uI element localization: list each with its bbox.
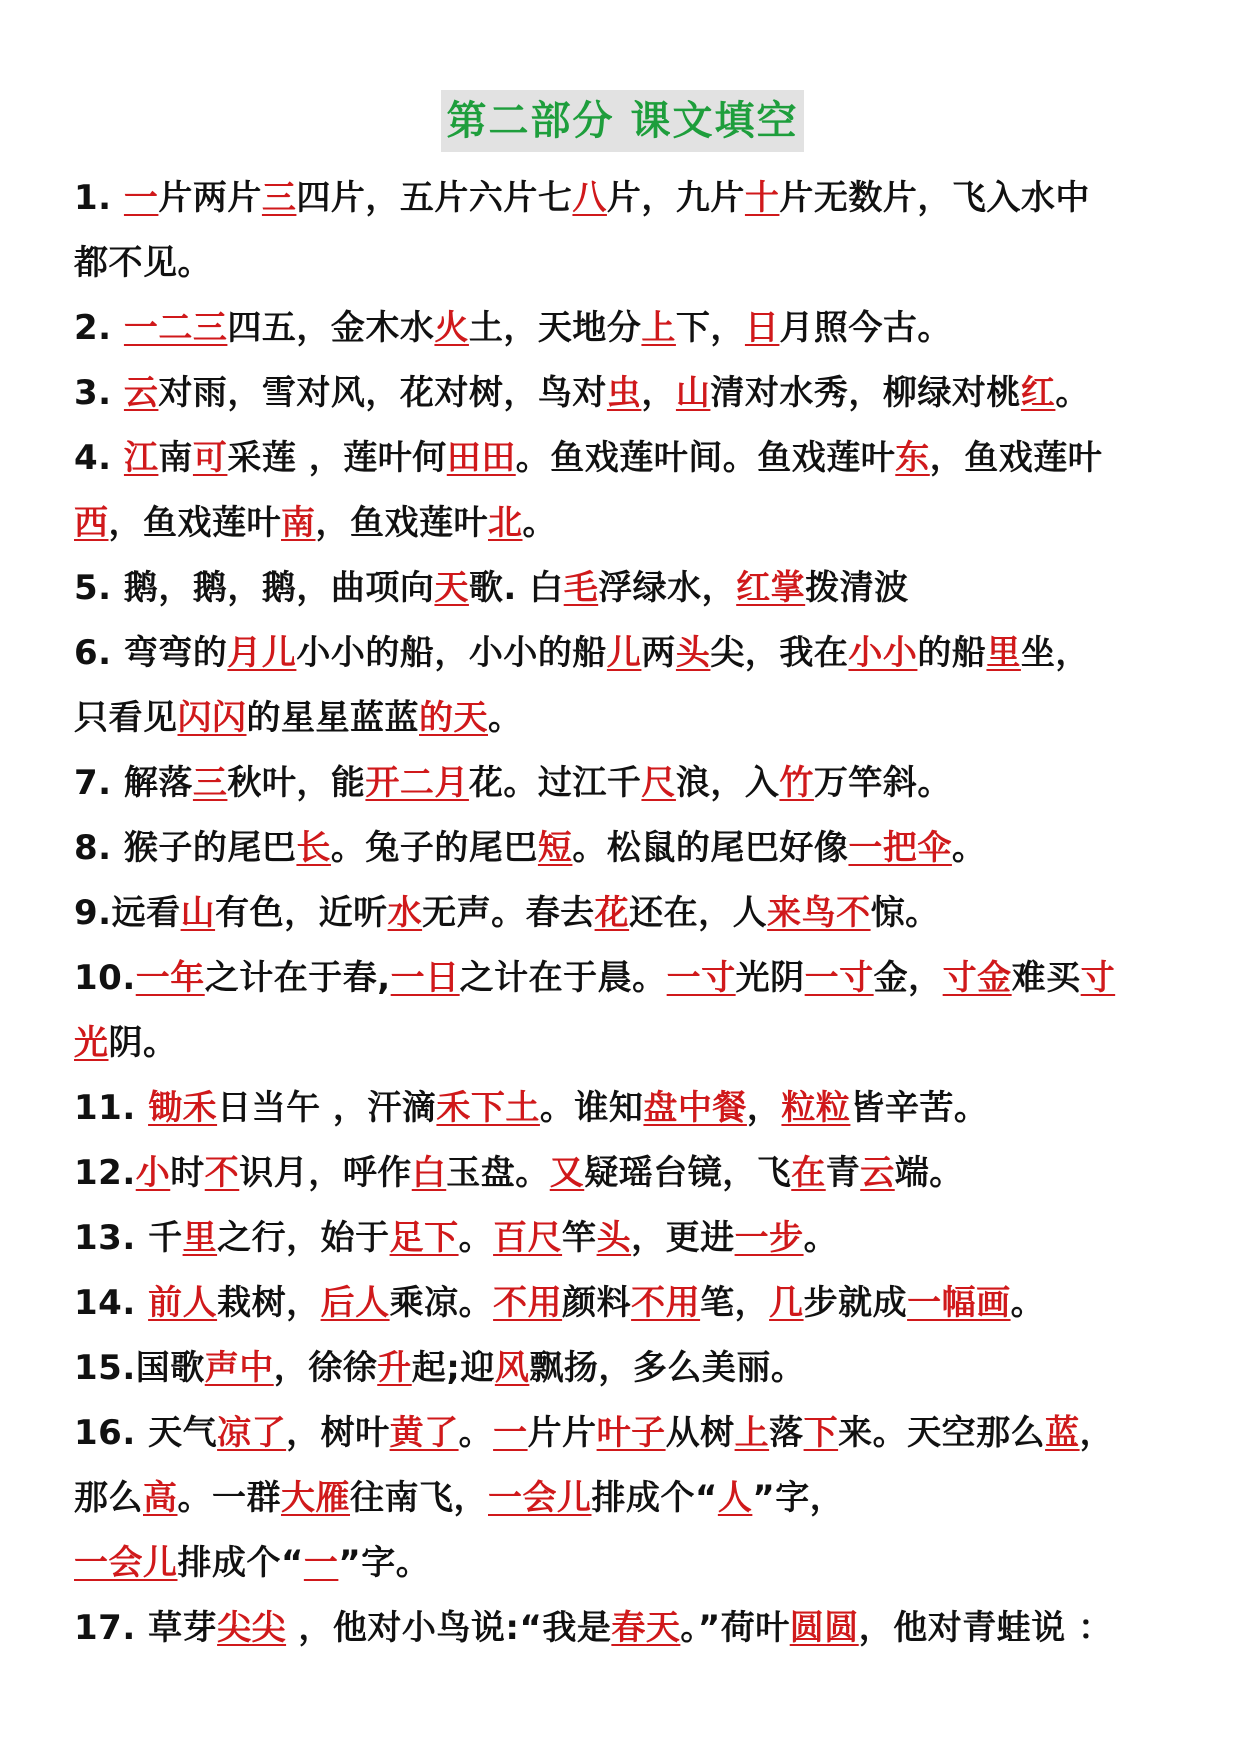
prompt-text: 只看见 (74, 698, 178, 738)
answer-text: 百尺 (493, 1218, 563, 1258)
prompt-text: ，他对小鸟说:“我是 (286, 1608, 612, 1648)
prompt-text: 。松鼠的尾巴好像 (572, 828, 849, 868)
answer-text: 一日 (390, 958, 460, 998)
answer-text: 凉了 (217, 1413, 287, 1453)
answer-text: 一二三 (123, 308, 228, 348)
prompt-text: 。鱼戏莲叶间。鱼戏莲叶 (515, 438, 896, 478)
answer-text: 下 (803, 1413, 839, 1453)
answer-text: 盘中餐 (643, 1088, 747, 1128)
text-line (74, 816, 1171, 881)
prompt-text: 5. 鹅，鹅，鹅，曲项向 (74, 568, 435, 608)
prompt-text: 。一群 (177, 1478, 281, 1518)
text-line (74, 556, 1171, 621)
answer-text: 一幅画 (907, 1283, 1011, 1323)
prompt-text: 采莲 ，莲叶何 (227, 438, 447, 478)
answer-text: 云 (123, 373, 159, 413)
prompt-text: 14. (74, 1283, 149, 1323)
prompt-text: ”字， (752, 1478, 845, 1518)
prompt-text: 浮绿水， (598, 568, 737, 608)
prompt-text: 飘扬，多么美丽。 (529, 1348, 806, 1388)
answer-text: 北 (488, 503, 523, 543)
answer-text: 毛 (563, 568, 599, 608)
answer-text: 可 (192, 438, 228, 478)
prompt-text: 清对水秀，柳绿对桃 (710, 373, 1021, 413)
prompt-text: 。 (488, 698, 523, 738)
prompt-text: 排成个“ (177, 1543, 304, 1583)
text-line (74, 1401, 1171, 1466)
prompt-text: 12. (74, 1153, 136, 1193)
prompt-text: ，树叶 (286, 1413, 390, 1453)
text-line (74, 946, 1171, 1011)
prompt-text: 四片，五片六片七 (296, 178, 573, 218)
answer-text: 一步 (734, 1218, 804, 1258)
text-line (74, 1596, 1171, 1661)
answer-text: 一会儿 (74, 1543, 178, 1583)
prompt-text: 。 (1055, 373, 1090, 413)
prompt-text: 颜料 (562, 1283, 632, 1323)
text-line (74, 491, 1171, 556)
answer-text: 足下 (389, 1218, 459, 1258)
prompt-text: 时 (170, 1153, 205, 1193)
answer-text: 一会儿 (488, 1478, 592, 1518)
answer-text: 头 (596, 1218, 632, 1258)
text-line (74, 1076, 1171, 1141)
prompt-text: 都不见。 (74, 243, 212, 283)
prompt-text: 11. (74, 1088, 149, 1128)
text-line (74, 621, 1171, 686)
answer-text: 又 (549, 1153, 585, 1193)
prompt-text: 落 (769, 1413, 804, 1453)
prompt-text: 有色，近听 (215, 893, 388, 933)
answer-text: 红掌 (736, 568, 806, 608)
answer-text: 头 (675, 633, 711, 673)
prompt-text: 起;迎 (411, 1348, 495, 1388)
answer-text: 天 (434, 568, 469, 608)
prompt-text: 两 (641, 633, 676, 673)
answer-text: 粒粒 (781, 1088, 851, 1128)
prompt-text: 花。过江千 (468, 763, 642, 803)
prompt-text: 月照今古。 (779, 308, 952, 348)
answer-text: 红 (1020, 373, 1056, 413)
prompt-text: 步就成 (803, 1283, 908, 1323)
answer-text: 一寸 (666, 958, 736, 998)
prompt-text: 的星星蓝蓝 (246, 698, 419, 738)
page-title: 第二部分 课文填空 (441, 90, 805, 152)
prompt-text: 来。天空那么 (838, 1413, 1046, 1453)
prompt-text: 玉盘。 (446, 1153, 550, 1193)
prompt-text: 万竿斜。 (813, 763, 952, 803)
prompt-text: 之行，始于 (217, 1218, 390, 1258)
prompt-text: 。 (1010, 1283, 1046, 1323)
prompt-text: 。 (951, 828, 987, 868)
prompt-text: 光阴 (735, 958, 805, 998)
text-line (74, 1466, 1171, 1531)
text-line (74, 1206, 1171, 1271)
text-line (74, 1141, 1171, 1206)
answer-text: 日 (744, 308, 780, 348)
prompt-text: 秋叶，能 (227, 763, 366, 803)
answer-text: 月儿 (227, 633, 297, 673)
answer-text: 锄禾 (148, 1088, 218, 1128)
prompt-text: 之计在于晨。 (459, 958, 667, 998)
prompt-text: 栽树， (217, 1283, 321, 1323)
text-line (74, 231, 1171, 296)
prompt-text: ， (746, 1088, 782, 1128)
prompt-text: ”字。 (338, 1543, 431, 1583)
answer-text: 春天 (611, 1608, 681, 1648)
prompt-text: 片无数片，飞入水中 (779, 178, 1090, 218)
prompt-text: ，徐徐 (273, 1348, 378, 1388)
prompt-text: 从树 (665, 1413, 735, 1453)
answer-text: 江 (123, 438, 159, 478)
prompt-text: 6. 弯弯的 (74, 633, 228, 673)
fill-in-lines (74, 166, 1171, 1661)
text-line (74, 426, 1171, 491)
answer-text: 一寸 (804, 958, 874, 998)
answer-text: 短 (537, 828, 573, 868)
answer-text: 虫 (606, 373, 642, 413)
answer-text: 一把伞 (848, 828, 952, 868)
answer-text: 里 (986, 633, 1021, 673)
answer-text: 黄了 (389, 1413, 459, 1453)
prompt-text: 四五，金木水 (227, 308, 435, 348)
prompt-text: 往南飞， (350, 1478, 488, 1518)
answer-text: 火 (434, 308, 469, 348)
prompt-text: 无声。春去 (422, 893, 595, 933)
prompt-text: 片，九片 (606, 178, 745, 218)
prompt-text: ，鱼戏莲叶 (108, 503, 281, 543)
answer-text: 山 (675, 373, 711, 413)
prompt-text: 竿 (562, 1218, 597, 1258)
prompt-text: 16. 天气 (74, 1413, 218, 1453)
answer-text: 声中 (204, 1348, 274, 1388)
answer-text: 三 (261, 178, 297, 218)
prompt-text: 乘凉。 (389, 1283, 494, 1323)
text-line (74, 1011, 1171, 1076)
text-line (74, 166, 1171, 231)
prompt-text: 难买 (1011, 958, 1081, 998)
prompt-text: 。兔子的尾巴 (330, 828, 538, 868)
prompt-text: 尖，我在 (710, 633, 849, 673)
prompt-text: 。 (458, 1413, 494, 1453)
answer-text: 白 (411, 1153, 447, 1193)
answer-text: 尺 (641, 763, 676, 803)
answer-text: 大雁 (281, 1478, 350, 1518)
prompt-text: 还在，人 (629, 893, 768, 933)
prompt-text: 下， (675, 308, 745, 348)
prompt-text: 那么 (74, 1478, 143, 1518)
answer-text: 一 (123, 178, 159, 218)
answer-text: 八 (572, 178, 607, 218)
prompt-text: 4. (74, 438, 124, 478)
prompt-text: 。 (458, 1218, 494, 1258)
prompt-text: 皆辛苦。 (850, 1088, 989, 1128)
text-line (74, 296, 1171, 361)
answer-text: 田田 (446, 438, 516, 478)
prompt-text: 笔， (700, 1283, 770, 1323)
prompt-text: ，更进 (631, 1218, 735, 1258)
answer-text: 光 (74, 1023, 109, 1063)
answer-text: 一 (303, 1543, 339, 1583)
text-line (74, 1531, 1171, 1596)
prompt-text: 7. 解落 (74, 763, 193, 803)
text-line (74, 1336, 1171, 1401)
prompt-text: 阴。 (108, 1023, 178, 1063)
prompt-text: 。 (803, 1218, 839, 1258)
prompt-text: 13. 千 (74, 1218, 183, 1258)
answer-text: 圆圆 (789, 1608, 859, 1648)
answer-text: 前人 (148, 1283, 218, 1323)
answer-text: 一 (493, 1413, 528, 1453)
answer-text: 里 (182, 1218, 218, 1258)
answer-text: 长 (296, 828, 331, 868)
answer-text: 西 (74, 503, 109, 543)
answer-text: 水 (387, 893, 423, 933)
text-line (74, 881, 1171, 946)
prompt-text: 排成个“ (591, 1478, 718, 1518)
prompt-text: 疑瑶台镜，飞 (584, 1153, 792, 1193)
answer-text: 一年 (135, 958, 205, 998)
answer-text: 升 (377, 1348, 412, 1388)
answer-text: 闪闪 (177, 698, 247, 738)
answer-text: 禾下土 (436, 1088, 540, 1128)
prompt-text: 青 (825, 1153, 861, 1193)
answer-text: 花 (594, 893, 630, 933)
prompt-text: 金， (873, 958, 943, 998)
answer-text: 寸 (1080, 958, 1116, 998)
answer-text: 上 (641, 308, 676, 348)
title-wrap (74, 90, 1171, 152)
prompt-text: 17. 草芽 (74, 1608, 218, 1648)
prompt-text: ，鱼戏莲叶 (315, 503, 488, 543)
answer-text: 竹 (779, 763, 814, 803)
answer-text: 不 (204, 1153, 240, 1193)
answer-text: 小 (135, 1153, 171, 1193)
prompt-text: 片片 (527, 1413, 597, 1453)
prompt-text: 之计在于春, (204, 958, 391, 998)
prompt-text: 土，天地分 (468, 308, 642, 348)
answer-text: 高 (143, 1478, 178, 1518)
answer-text: 风 (494, 1348, 530, 1388)
answer-text: 叶子 (596, 1413, 666, 1453)
answer-text: 人 (717, 1478, 753, 1518)
text-line (74, 361, 1171, 426)
prompt-text: 8. 猴子的尾巴 (74, 828, 297, 868)
prompt-text: 日当午 ，汗滴 (217, 1088, 437, 1128)
answer-text: 来鸟不 (767, 893, 871, 933)
prompt-text: 。”荷叶 (680, 1608, 790, 1648)
prompt-text: ， (641, 373, 676, 413)
prompt-text: 片两片 (158, 178, 262, 218)
prompt-text: ，他对青蛙说 ： (858, 1608, 1113, 1648)
answer-text: 后人 (320, 1283, 390, 1323)
answer-text: 的天 (419, 698, 488, 738)
prompt-text: 2. (74, 308, 124, 348)
answer-text: 南 (281, 503, 316, 543)
prompt-text: 南 (158, 438, 193, 478)
prompt-text: 小小的船，小小的船 (296, 633, 607, 673)
prompt-text: 1. (74, 178, 124, 218)
text-line (74, 751, 1171, 816)
answer-text: 十 (744, 178, 780, 218)
answer-text: 上 (734, 1413, 770, 1453)
answer-text: 儿 (606, 633, 642, 673)
prompt-text: 歌. 白 (468, 568, 564, 608)
prompt-text: 端。 (894, 1153, 964, 1193)
prompt-text: 的船 (917, 633, 987, 673)
prompt-text: 9.远看 (74, 893, 181, 933)
answer-text: 尖尖 (217, 1608, 287, 1648)
prompt-text: 15.国歌 (74, 1348, 205, 1388)
prompt-text: 。 (522, 503, 557, 543)
prompt-text: 3. (74, 373, 124, 413)
answer-text: 山 (180, 893, 216, 933)
prompt-text: 识月，呼作 (239, 1153, 412, 1193)
answer-text: 不用 (631, 1283, 701, 1323)
answer-text: 小小 (848, 633, 918, 673)
prompt-text: 坐， (1020, 633, 1090, 673)
text-line (74, 1271, 1171, 1336)
answer-text: 在 (791, 1153, 826, 1193)
prompt-text: 。谁知 (539, 1088, 644, 1128)
answer-text: 三 (192, 763, 228, 803)
prompt-text: 拨清波 (805, 568, 909, 608)
prompt-text: 对雨，雪对风，花对树，鸟对 (158, 373, 607, 413)
answer-text: 东 (895, 438, 930, 478)
answer-text: 开二月 (365, 763, 469, 803)
prompt-text: ， (1079, 1413, 1115, 1453)
answer-text: 蓝 (1045, 1413, 1080, 1453)
prompt-text: 10. (74, 958, 136, 998)
answer-text: 云 (860, 1153, 895, 1193)
answer-text: 几 (769, 1283, 804, 1323)
answer-text: 不用 (493, 1283, 563, 1323)
prompt-text: ，鱼戏莲叶 (929, 438, 1103, 478)
answer-text: 寸金 (942, 958, 1012, 998)
prompt-text: 惊。 (870, 893, 940, 933)
prompt-text: 浪，入 (675, 763, 780, 803)
text-line (74, 686, 1171, 751)
